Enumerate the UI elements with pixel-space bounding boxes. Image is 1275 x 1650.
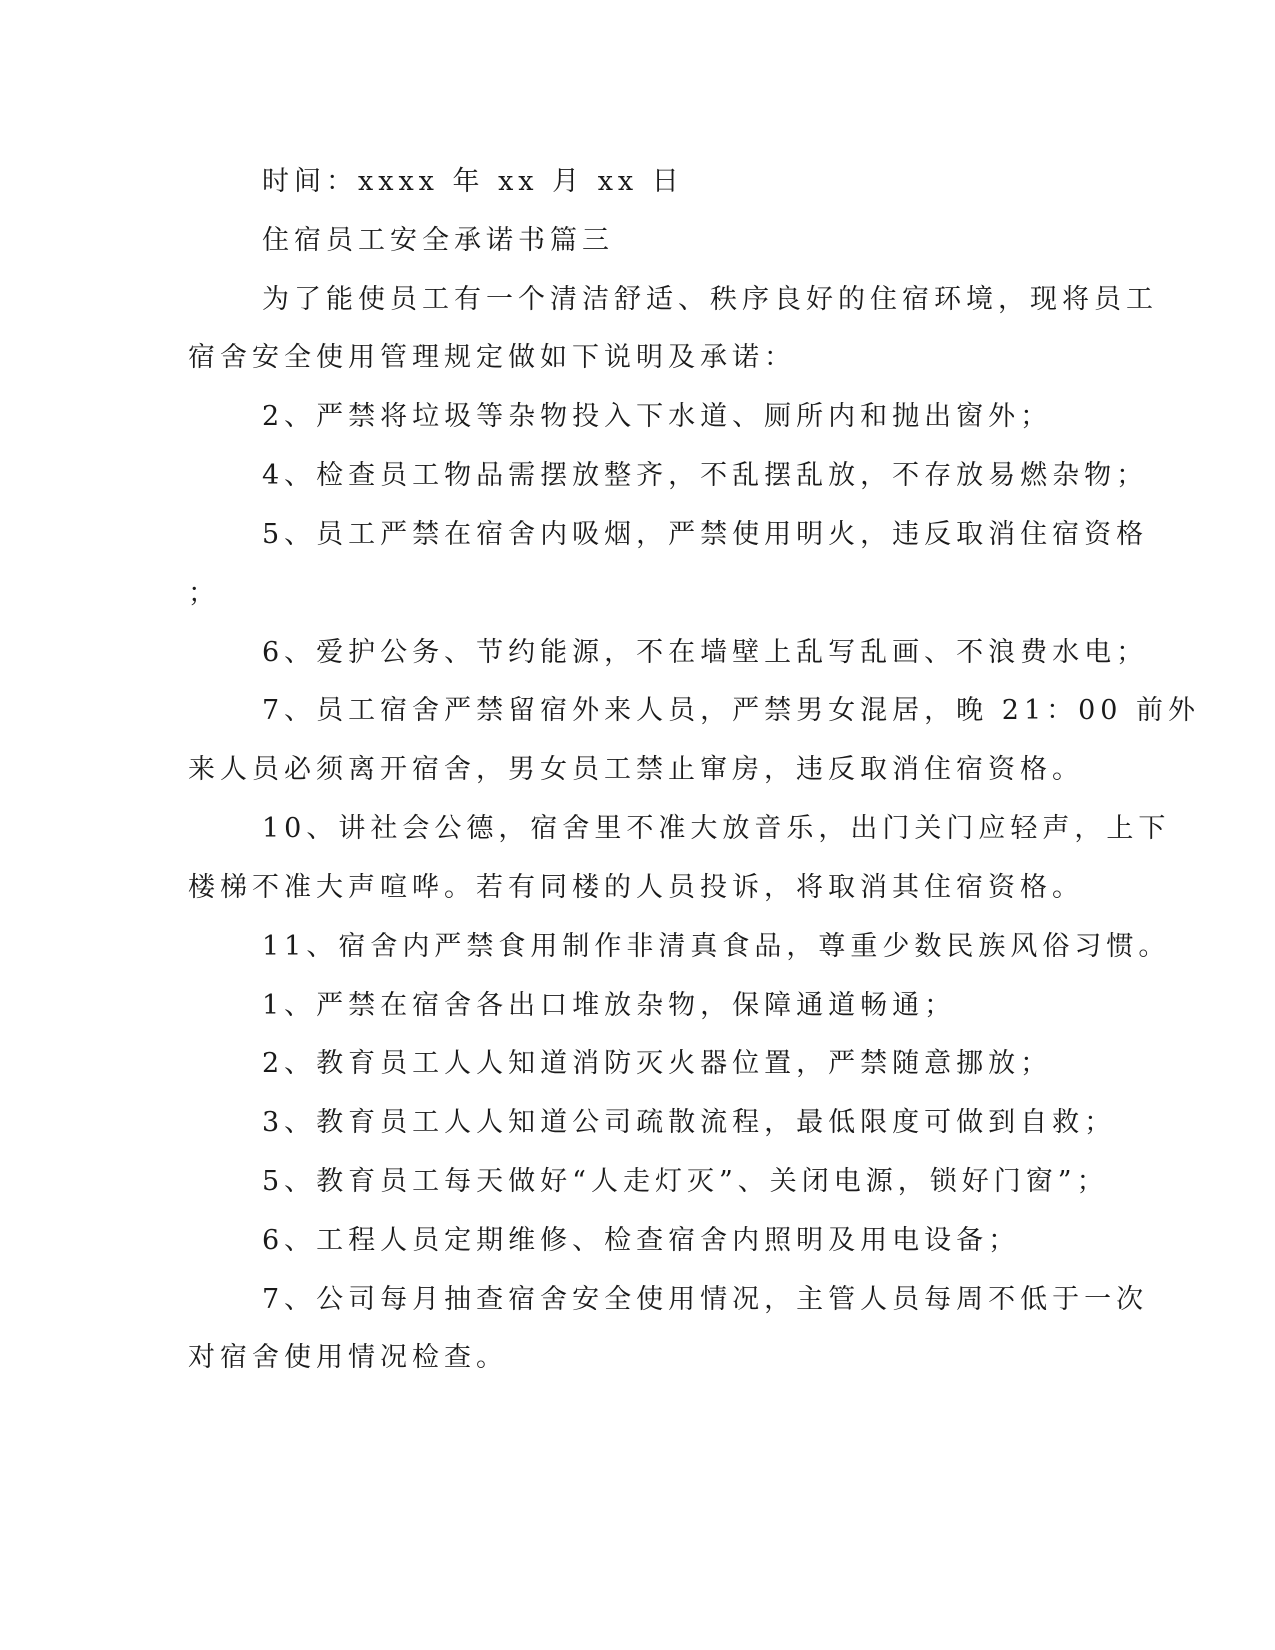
safety-item: 3、教育员工人人知道公司疏散流程，最低限度可做到自救；	[262, 1107, 1117, 1138]
rule-item: 4、检查员工物品需摆放整齐，不乱摆乱放，不存放易燃杂物；	[262, 460, 1149, 491]
rule-item-continuation: ；	[188, 578, 220, 609]
section-title: 住宿员工安全承诺书篇三	[262, 225, 614, 256]
safety-item: 2、教育员工人人知道消防灭火器位置，严禁随意挪放；	[262, 1048, 1053, 1079]
safety-item: 5、教育员工每天做好“人走灯灭”、关闭电源，锁好门窗”；	[262, 1166, 1109, 1197]
rule-item: 5、员工严禁在宿舍内吸烟，严禁使用明火，违反取消住宿资格	[262, 519, 1149, 550]
rule-item: 6、爱护公务、节约能源，不在墙壁上乱写乱画、不浪费水电；	[262, 637, 1149, 668]
intro-paragraph-line-1: 为了能使员工有一个清洁舒适、秩序良好的住宿环境，现将员工	[262, 284, 1158, 315]
safety-item: 7、公司每月抽查宿舍安全使用情况，主管人员每周不低于一次	[262, 1284, 1149, 1315]
rule-item: 7、员工宿舍严禁留宿外来人员，严禁男女混居，晚 21：00 前外	[262, 695, 1201, 726]
safety-item: 6、工程人员定期维修、检查宿舍内照明及用电设备；	[262, 1225, 1021, 1256]
rule-item-continuation: 楼梯不准大声喧哗。若有同楼的人员投诉，将取消其住宿资格。	[188, 872, 1084, 903]
rule-item: 11、宿舍内严禁食用制作非清真食品，尊重少数民族风俗习惯。	[262, 931, 1171, 962]
safety-item: 1、严禁在宿舍各出口堆放杂物，保障通道畅通；	[262, 990, 957, 1021]
rule-item: 2、严禁将垃圾等杂物投入下水道、厕所内和抛出窗外；	[262, 401, 1053, 432]
rule-item: 10、讲社会公德，宿舍里不准大放音乐，出门关门应轻声，上下	[262, 813, 1171, 844]
intro-paragraph-line-2: 宿舍安全使用管理规定做如下说明及承诺：	[188, 342, 796, 373]
rule-item-continuation: 来人员必须离开宿舍，男女员工禁止窜房，违反取消住宿资格。	[188, 754, 1084, 785]
safety-item-continuation: 对宿舍使用情况检查。	[188, 1342, 508, 1373]
date-line: 时间：xxxx 年 xx 月 xx 日	[262, 166, 684, 197]
